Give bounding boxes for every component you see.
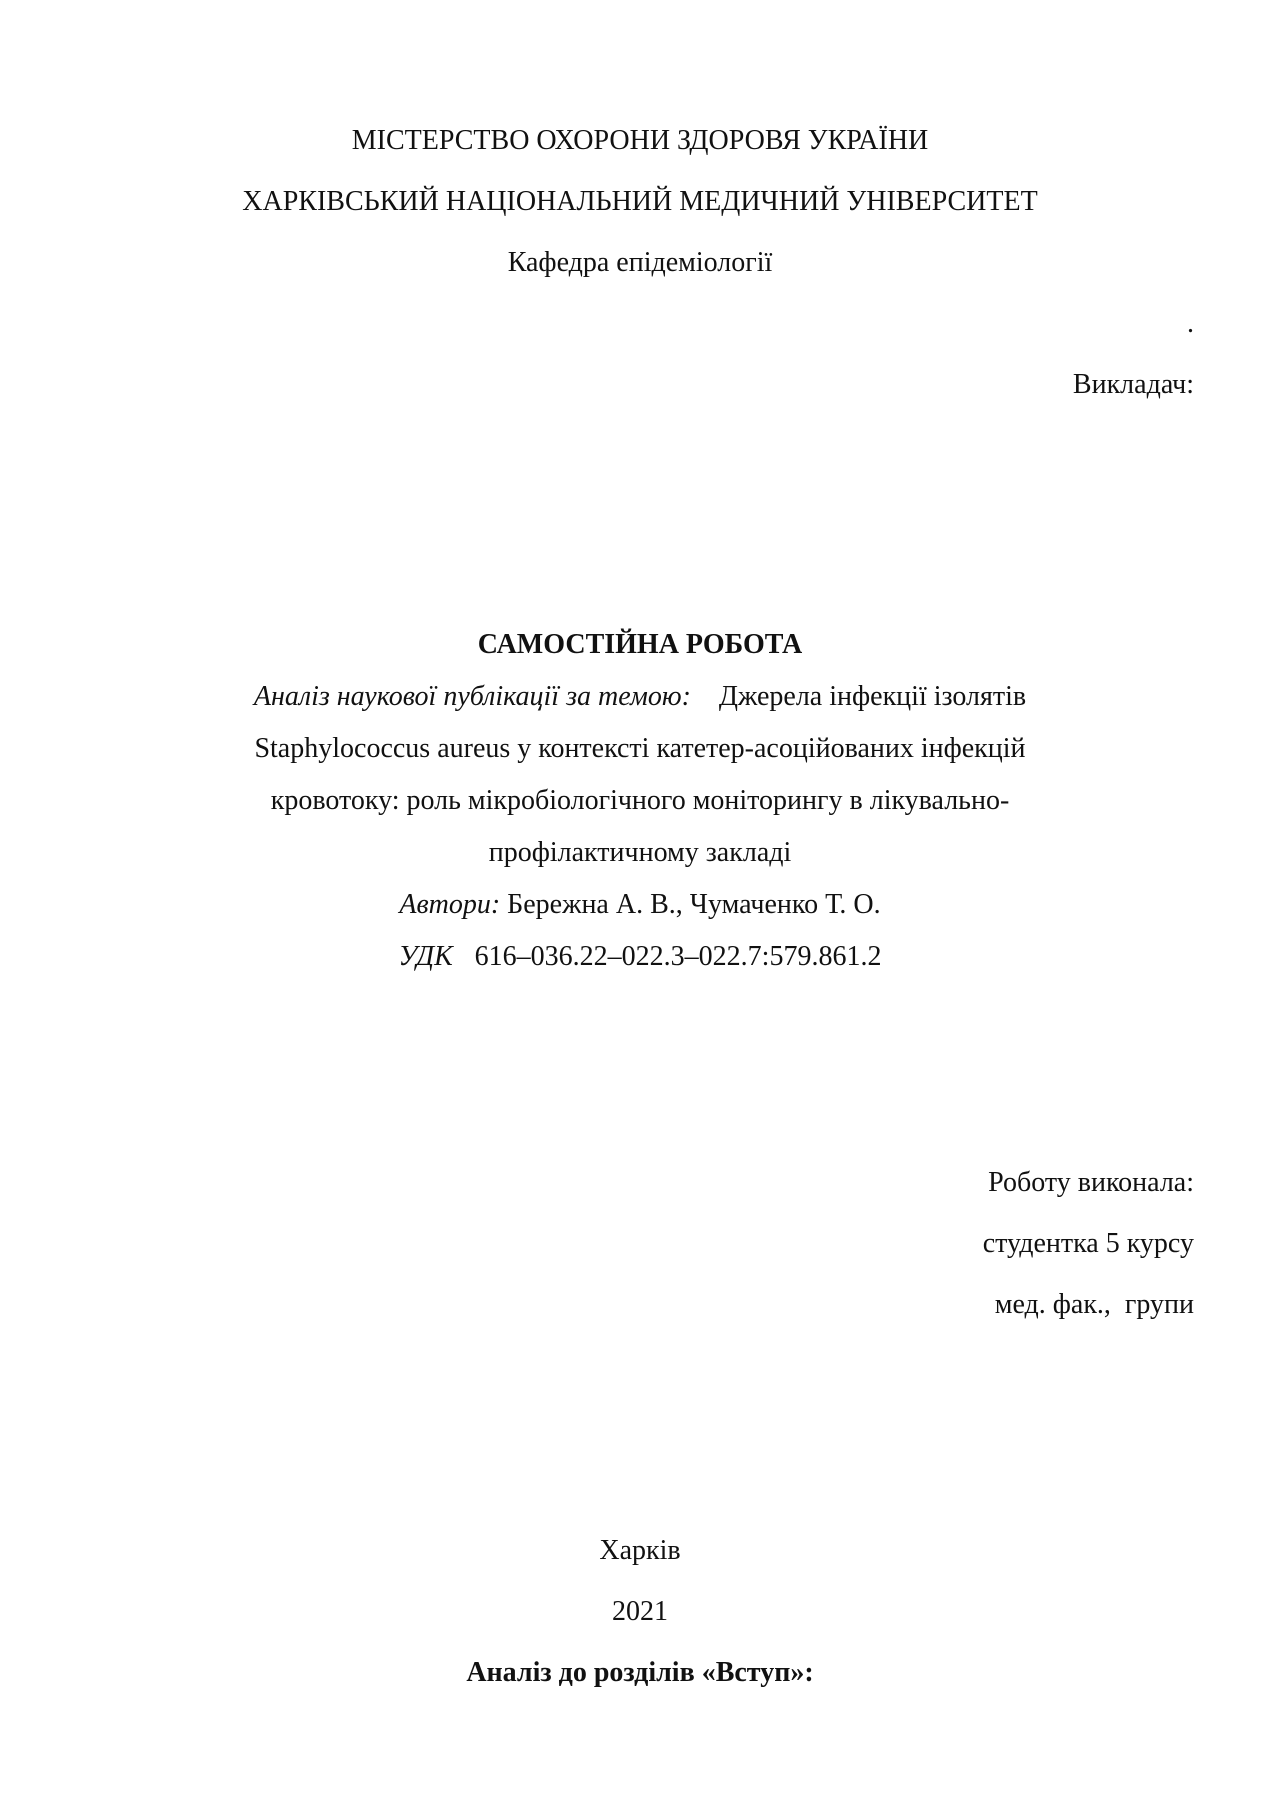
teacher-label: Викладач: <box>1072 369 1194 400</box>
udk-line <box>0 940 1280 974</box>
udk-label: УДК <box>398 941 453 972</box>
performer-course: студентка 5 курсу <box>982 1228 1194 1259</box>
ministry-heading: МІСТЕРСТВО ОХОРОНИ ЗДОРОВЯ УКРАЇНИ <box>351 125 929 156</box>
authors-line <box>0 888 1280 922</box>
authors-names: Бережна А. В., Чумаченко Т. О. <box>507 889 881 920</box>
topic-line-3: кровотоку: роль мікробіологічного моніторингу в лікувально- <box>270 785 1010 816</box>
city: Харків <box>599 1535 681 1566</box>
authors-label: Автори: <box>399 889 501 920</box>
topic-line-4: профілактичному закладі <box>488 837 792 868</box>
university-heading: ХАРКІВСЬКИЙ НАЦІОНАЛЬНИЙ МЕДИЧНИЙ УНІВЕРСИТЕТ <box>242 186 1038 217</box>
year: 2021 <box>612 1596 668 1627</box>
department-heading: Кафедра епідеміології <box>507 247 773 278</box>
performer-label: Роботу виконала: <box>988 1167 1194 1198</box>
topic-line-1 <box>0 680 1280 714</box>
work-title: САМОСТІЙНА РОБОТА <box>477 629 803 660</box>
topic-text-1: Джерела інфекції ізолятів <box>718 681 1027 712</box>
section-heading: Аналіз до розділів «Вступ»: <box>466 1657 814 1688</box>
topic-prefix: Аналіз наукової публікації за темою: <box>253 681 691 712</box>
performer-group: мед. фак., групи <box>994 1289 1194 1320</box>
udk-code: 616–036.22–022.3–022.7:579.861.2 <box>474 941 882 972</box>
teacher-dot: . <box>1187 308 1194 339</box>
topic-line-2: Staphylococcus aureus у контексті катетер-асоційованих інфекцій <box>254 733 1026 764</box>
